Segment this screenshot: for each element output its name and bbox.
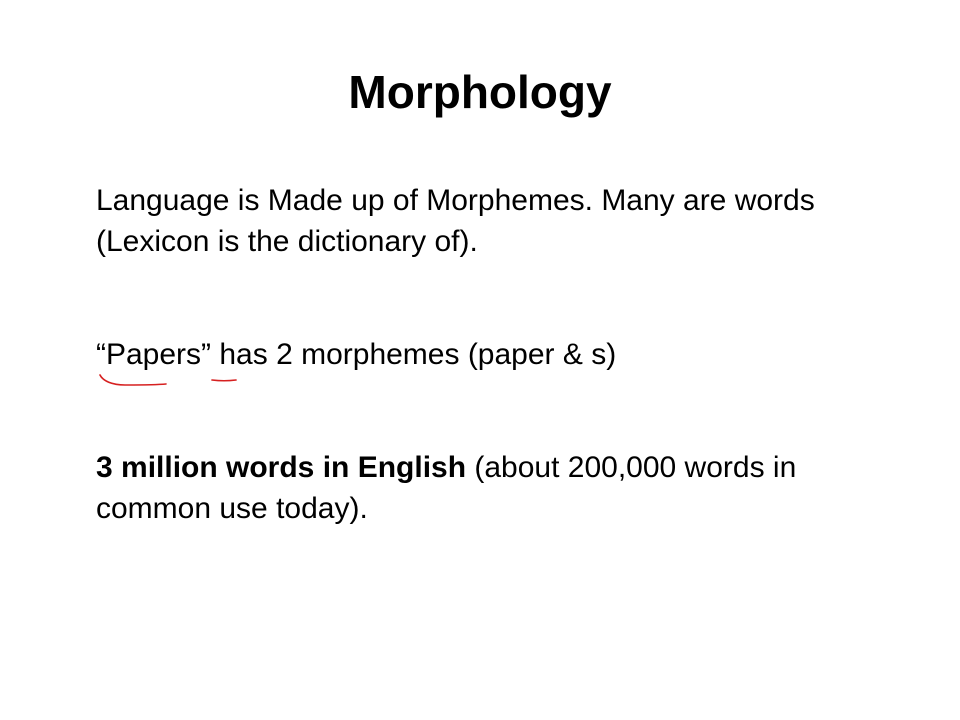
slide-title: Morphology xyxy=(348,66,612,118)
word-count-detail: (about 200,000 words in common use today). xyxy=(96,451,797,525)
paragraph-word-count xyxy=(96,447,886,529)
word-count-emphasis: 3 million words in English xyxy=(96,451,467,484)
paragraph-morphemes: Language is Made up of Morphemes. Many are words (Lexicon is the dictionary of). xyxy=(96,184,815,258)
ink-underline-mark xyxy=(100,375,166,385)
ink-underline-mark xyxy=(212,380,236,381)
paragraph-papers-example: “Papers” has 2 morphemes (paper & s) xyxy=(96,338,617,371)
